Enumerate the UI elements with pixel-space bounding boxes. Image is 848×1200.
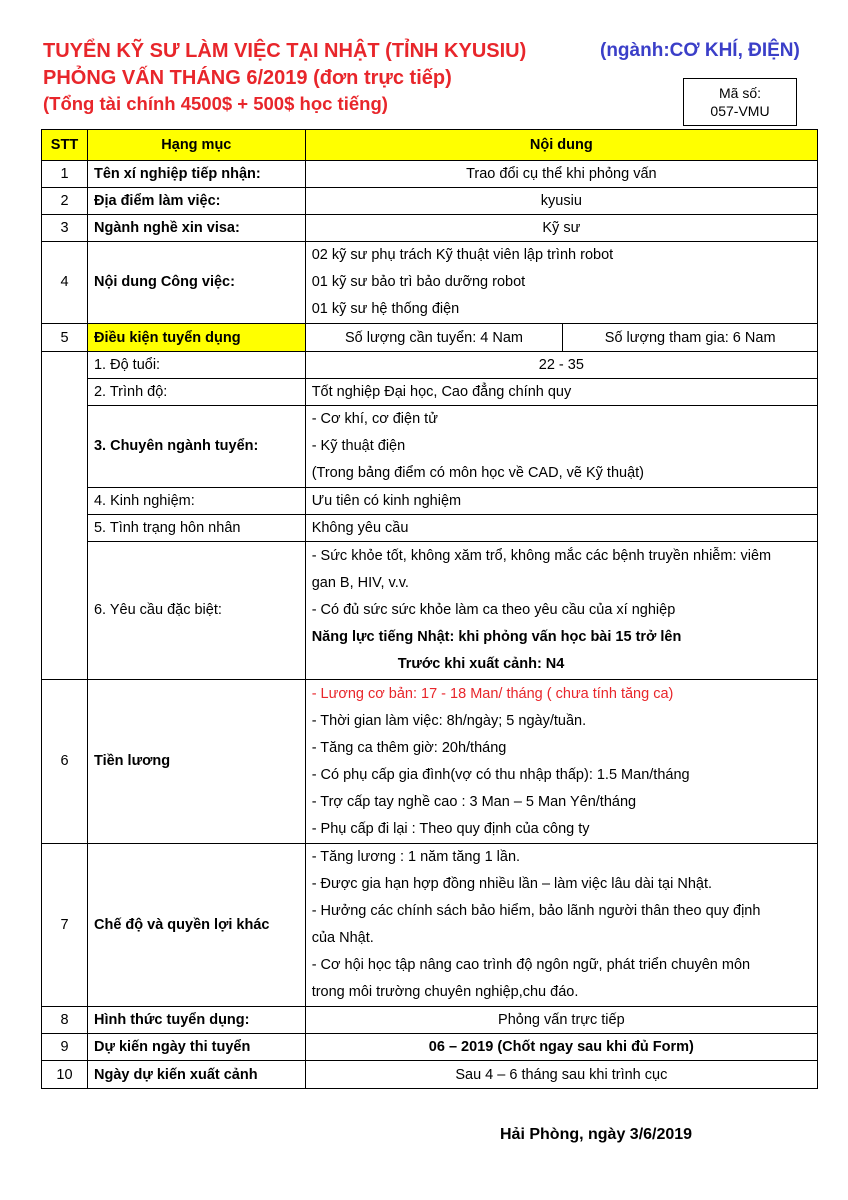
salary-line: - Có phụ cấp gia đình(vợ có thu nhập thấp): 1.5 Man/tháng bbox=[311, 766, 690, 783]
row-number: 7 bbox=[42, 844, 88, 1007]
row-item: Tên xí nghiệp tiếp nhận: bbox=[87, 161, 305, 188]
row-item: Điều kiện tuyển dụng bbox=[87, 324, 305, 352]
place-date: Hải Phòng, ngày 3/6/2019 bbox=[500, 1126, 693, 1143]
table-row bbox=[42, 161, 818, 188]
salary-line: - Tăng ca thêm giờ: 20h/tháng bbox=[311, 739, 507, 756]
table-row bbox=[42, 1061, 818, 1089]
row-item: 2. Trình độ: bbox=[87, 379, 305, 406]
salary-line: - Phụ cấp đi lại : Theo quy định của công ty bbox=[311, 820, 590, 837]
row-content: Không yêu cầu bbox=[305, 515, 817, 542]
row-number: 8 bbox=[42, 1007, 88, 1034]
job-line: 02 kỹ sư phụ trách Kỹ thuật viên lập trình robot bbox=[311, 247, 614, 263]
table-row bbox=[42, 542, 818, 680]
benefit-line: - Hưởng các chính sách bảo hiểm, bảo lãnh người thân theo quy định bbox=[311, 903, 761, 919]
row-number: 9 bbox=[42, 1034, 88, 1061]
row-item: 5. Tình trạng hôn nhân bbox=[87, 515, 305, 542]
row-content: Sau 4 – 6 tháng sau khi trình cục bbox=[305, 1061, 817, 1089]
row-item: 4. Kinh nghiệm: bbox=[87, 488, 305, 515]
row-content bbox=[305, 844, 817, 1007]
code-label: Mã số: bbox=[718, 85, 761, 101]
special-line: - Sức khỏe tốt, không xăm trổ, không mắc các bệnh truyền nhiễm: viêm bbox=[311, 548, 772, 564]
table-row bbox=[42, 1007, 818, 1034]
row-item: Nội dung Công việc: bbox=[87, 242, 305, 324]
benefit-line: trong môi trường chuyên nghiệp,chu đáo. bbox=[311, 984, 579, 1000]
table-row bbox=[42, 379, 818, 406]
code-box bbox=[683, 78, 797, 126]
table-row bbox=[42, 680, 818, 844]
table-row bbox=[42, 215, 818, 242]
participant-count: Số lượng tham gia: 6 Nam bbox=[563, 324, 818, 352]
special-line: - Có đủ sức sức khỏe làm ca theo yêu cầu của xí nghiệp bbox=[311, 602, 676, 618]
row-item: Dự kiến ngày thi tuyển bbox=[87, 1034, 305, 1061]
code-value: 057-VMU bbox=[710, 103, 770, 119]
major-label: (ngành:CƠ KHÍ, ĐIỆN) bbox=[600, 40, 800, 61]
row-item: 1. Độ tuổi: bbox=[87, 352, 305, 379]
row-number-empty bbox=[42, 352, 88, 680]
row-item: Hình thức tuyển dụng: bbox=[87, 1007, 305, 1034]
row-item: Địa điểm làm việc: bbox=[87, 188, 305, 215]
recruitment-table bbox=[41, 129, 818, 1089]
row-number: 10 bbox=[42, 1061, 88, 1089]
row-number: 2 bbox=[42, 188, 88, 215]
table-row bbox=[42, 488, 818, 515]
row-number: 6 bbox=[42, 680, 88, 844]
row-item: 6. Yêu cầu đặc biệt: bbox=[87, 542, 305, 680]
table-row bbox=[42, 1034, 818, 1061]
row-content: 22 - 35 bbox=[305, 352, 817, 379]
benefit-line: - Tăng lương : 1 năm tăng 1 lần. bbox=[311, 849, 521, 865]
recruit-count: Số lượng cần tuyển: 4 Nam bbox=[305, 324, 563, 352]
row-content: Kỹ sư bbox=[305, 215, 817, 242]
row-number: 5 bbox=[42, 324, 88, 352]
header-content: Nội dung bbox=[305, 130, 817, 161]
row-item: Ngành nghề xin visa: bbox=[87, 215, 305, 242]
table-row bbox=[42, 242, 818, 324]
title-line-2: PHỎNG VẤN THÁNG 6/2019 (đơn trực tiếp) bbox=[43, 67, 452, 89]
benefit-line: của Nhật. bbox=[311, 930, 374, 946]
spec-line: (Trong bảng điểm có môn học về CAD, vẽ Kỹ thuật) bbox=[311, 465, 644, 481]
row-number: 1 bbox=[42, 161, 88, 188]
row-item: Chế độ và quyền lợi khác bbox=[87, 844, 305, 1007]
table-row bbox=[42, 844, 818, 1007]
departure-level-line: Trước khi xuất cảnh: N4 bbox=[397, 656, 565, 672]
job-line: 01 kỹ sư bảo trì bảo dưỡng robot bbox=[311, 274, 526, 290]
table-row bbox=[42, 188, 818, 215]
row-content: kyusiu bbox=[305, 188, 817, 215]
table-row bbox=[42, 352, 818, 379]
salary-line: - Trợ cấp tay nghề cao : 3 Man – 5 Man Yên/tháng bbox=[311, 793, 637, 810]
row-item: Ngày dự kiến xuất cảnh bbox=[87, 1061, 305, 1089]
header-stt: STT bbox=[42, 130, 88, 161]
special-line: gan B, HIV, v.v. bbox=[311, 575, 409, 591]
row-content bbox=[305, 406, 817, 488]
spec-line: - Kỹ thuật điện bbox=[311, 438, 406, 454]
title-line-1: TUYỂN KỸ SƯ LÀM VIỆC TẠI NHẬT (TỈNH KYUSIU) bbox=[43, 40, 527, 62]
table-row bbox=[42, 515, 818, 542]
header-item: Hạng mục bbox=[87, 130, 305, 161]
japanese-level-line: Năng lực tiếng Nhật: khi phỏng vấn học bài 15 trở lên bbox=[311, 629, 682, 645]
row-content: Trao đổi cụ thể khi phỏng vấn bbox=[305, 161, 817, 188]
row-content: Ưu tiên có kinh nghiệm bbox=[305, 488, 817, 515]
benefit-line: - Cơ hội học tập nâng cao trình độ ngôn ngữ, phát triển chuyên môn bbox=[311, 957, 751, 973]
table-header-row bbox=[42, 130, 818, 161]
salary-line: - Lương cơ bản: 17 - 18 Man/ tháng ( chưa tính tăng ca) bbox=[311, 685, 674, 702]
row-content bbox=[305, 242, 817, 324]
table-row bbox=[42, 324, 818, 352]
title-line-3: (Tổng tài chính 4500$ + 500$ học tiếng) bbox=[43, 93, 388, 114]
row-content: 06 – 2019 (Chốt ngay sau khi đủ Form) bbox=[305, 1034, 817, 1061]
row-content bbox=[305, 680, 817, 844]
row-content bbox=[305, 542, 817, 680]
table-row bbox=[42, 406, 818, 488]
job-line: 01 kỹ sư hệ thống điện bbox=[311, 301, 460, 317]
benefit-line: - Được gia hạn hợp đồng nhiều lần – làm việc lâu dài tại Nhật. bbox=[311, 876, 713, 892]
row-number: 3 bbox=[42, 215, 88, 242]
row-content: Phỏng vấn trực tiếp bbox=[305, 1007, 817, 1034]
salary-line: - Thời gian làm việc: 8h/ngày; 5 ngày/tuần. bbox=[311, 712, 587, 729]
row-item: Tiền lương bbox=[87, 680, 305, 844]
row-number: 4 bbox=[42, 242, 88, 324]
row-content: Tốt nghiệp Đại học, Cao đẳng chính quy bbox=[305, 379, 817, 406]
row-item: 3. Chuyên ngành tuyển: bbox=[87, 406, 305, 488]
spec-line: - Cơ khí, cơ điện tử bbox=[311, 411, 438, 427]
